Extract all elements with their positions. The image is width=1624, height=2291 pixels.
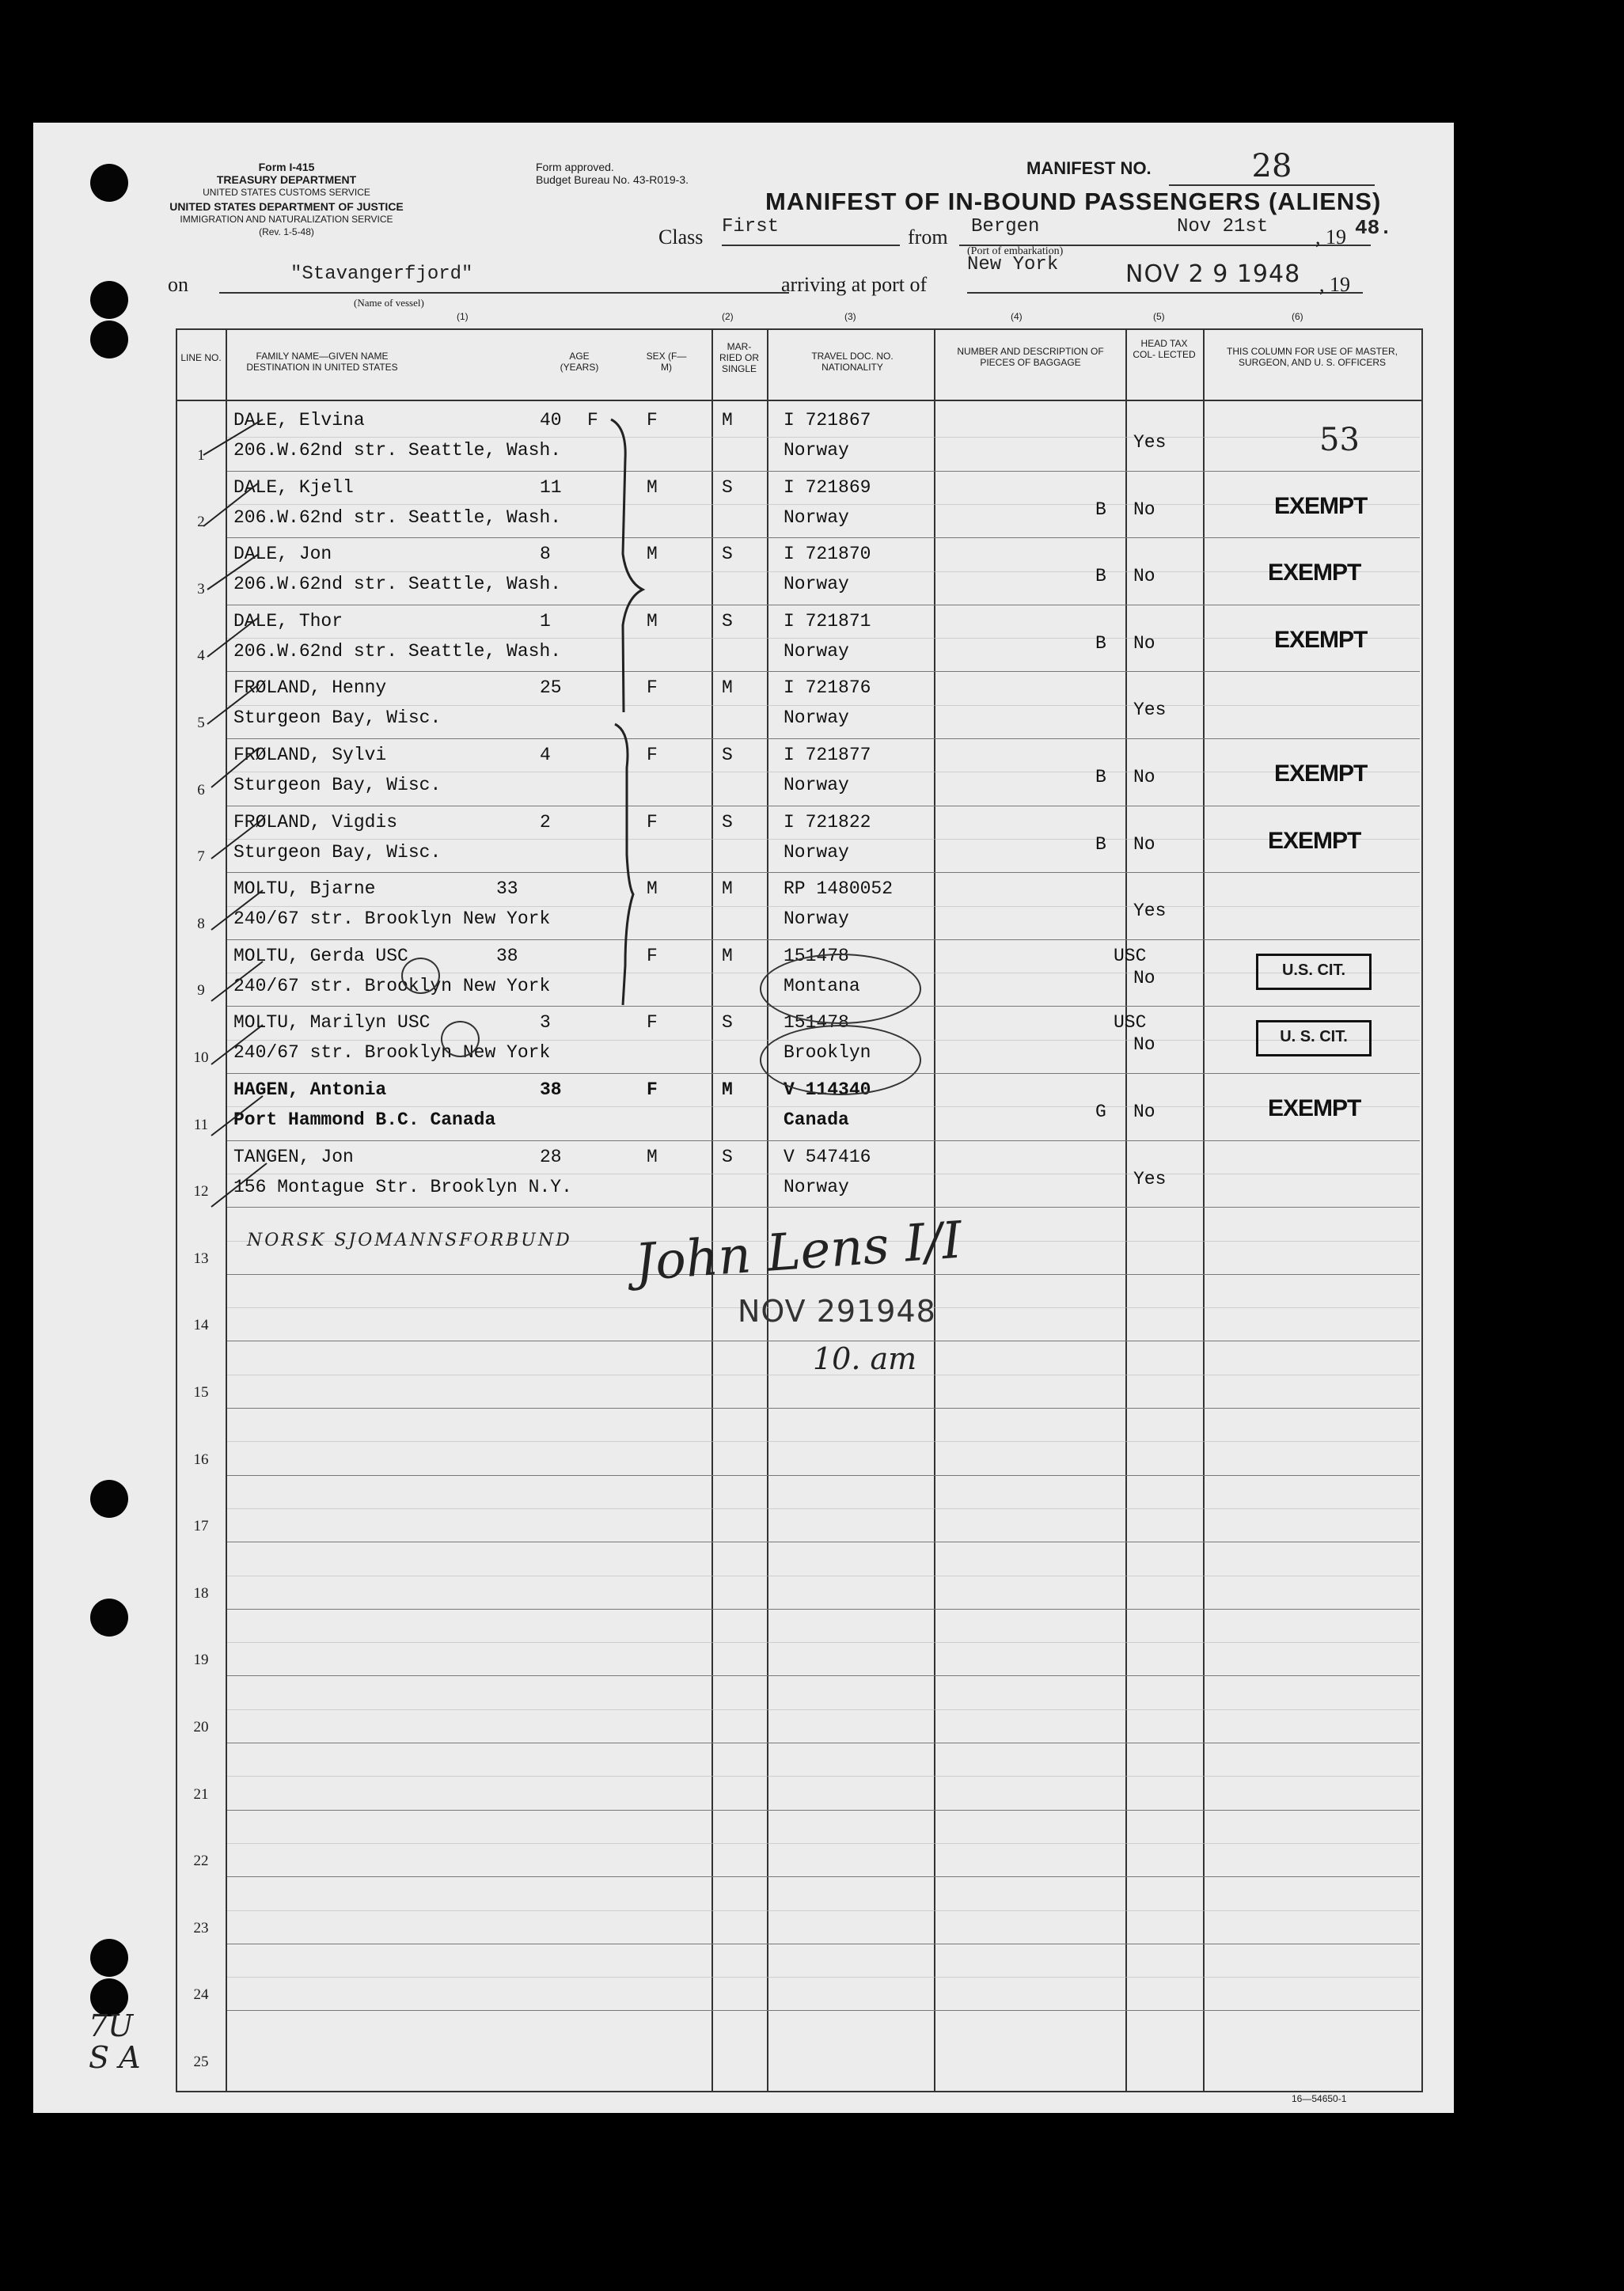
departure-date: Nov 21st [1177, 216, 1269, 237]
customs-service: UNITED STATES CUSTOMS SERVICE [203, 187, 370, 198]
row-ruling [227, 839, 1420, 840]
passenger-nationality: Brooklyn [784, 1042, 871, 1063]
passenger-marital-status: S [722, 544, 733, 564]
usc-circle [401, 958, 440, 994]
head-tax: Yes [1133, 700, 1167, 720]
line-number: 4 [197, 647, 205, 664]
head-tax: No [1133, 767, 1155, 787]
passenger-destination: 206.W.62nd str. Seattle, Wash. [233, 641, 562, 662]
travel-doc-number: 151478 [784, 1012, 849, 1033]
passenger-sex: F [647, 1012, 658, 1033]
from-label: from [908, 226, 948, 248]
passenger-destination: Port Hammond B.C. Canada [233, 1109, 496, 1130]
passenger-sex: F [647, 677, 658, 698]
on-label: on [168, 273, 188, 296]
head-tax: No [1133, 1034, 1155, 1055]
passenger-sex: F [647, 946, 658, 966]
passenger-destination: Sturgeon Bay, Wisc. [233, 842, 442, 863]
row-ruling [227, 1675, 1420, 1676]
doc-circle [760, 954, 921, 1024]
row-ruling [227, 1140, 1420, 1141]
line-number: 19 [193, 1652, 209, 1668]
travel-doc-number: I 721877 [784, 745, 871, 765]
passenger-sex: M [647, 544, 658, 564]
passenger-age: 1 [540, 611, 551, 632]
line-number: 8 [197, 916, 205, 932]
passenger-marital-status: S [722, 1012, 733, 1033]
row-ruling [227, 437, 1420, 438]
head-tax: No [1133, 834, 1155, 855]
arrival-year-label: , 19 [1319, 273, 1350, 296]
line-number: 23 [193, 1920, 209, 1936]
line-number: 14 [193, 1317, 209, 1333]
passenger-sex: M [647, 477, 658, 498]
col-married: MAR- RIED OR SINGLE [719, 341, 759, 374]
exempt-stamp: EXEMPT [1274, 493, 1368, 519]
passenger-sex: M [647, 1147, 658, 1167]
passenger-destination: 206.W.62nd str. Seattle, Wash. [233, 440, 562, 461]
passenger-marital-status: S [722, 812, 733, 833]
passenger-name: DALE, Elvina [233, 410, 365, 431]
passenger-age: 25 [540, 677, 562, 698]
passenger-name: DALE, Thor [233, 611, 343, 632]
passenger-sex: F [647, 410, 658, 431]
passenger-sex: F [647, 745, 658, 765]
justice-dept: UNITED STATES DEPARTMENT OF JUSTICE [169, 200, 404, 213]
punch-hole [90, 281, 128, 319]
row-ruling [227, 1776, 1420, 1777]
margin-note: 7US A [89, 2008, 141, 2075]
row-ruling [227, 738, 1420, 739]
row-ruling [227, 638, 1420, 639]
passenger-marital-status: M [722, 677, 733, 698]
punch-hole [90, 164, 128, 202]
row-ruling [227, 571, 1420, 572]
passenger-age: 4 [540, 745, 551, 765]
family-brackets [508, 412, 651, 1013]
punch-hole [90, 1480, 128, 1518]
passenger-age: 28 [540, 1147, 562, 1167]
line-number: 11 [193, 1117, 209, 1133]
col-num-1: (1) [457, 311, 469, 322]
port-embarkation-field [959, 216, 1371, 246]
col-head-tax: HEAD TAX COL- LECTED [1133, 338, 1196, 360]
header-divider [176, 400, 1421, 401]
col-travel-doc: TRAVEL DOC. NO. NATIONALITY [811, 351, 894, 373]
exempt-stamp: EXEMPT [1274, 627, 1368, 653]
exempt-stamp: EXEMPT [1268, 828, 1361, 854]
inspector-signature: John Lens I/I [632, 1211, 964, 1293]
line-number: 2 [197, 514, 205, 530]
footer-code: 16—54650-1 [1292, 2093, 1347, 2104]
line-number: 24 [193, 1986, 209, 2003]
passenger-sex: M [647, 878, 658, 899]
passenger-nationality: Norway [784, 707, 849, 728]
baggage-mark: B [1095, 767, 1106, 787]
baggage-mark: B [1095, 633, 1106, 654]
passenger-sex: M [647, 611, 658, 632]
line-number: 3 [197, 581, 205, 597]
head-tax: No [1133, 968, 1155, 988]
form-revision: (Rev. 1-5-48) [259, 226, 314, 237]
baggage-mark: B [1095, 499, 1106, 520]
exempt-stamp: EXEMPT [1274, 761, 1368, 787]
passenger-nationality: Norway [784, 1177, 849, 1197]
form-header-left [168, 161, 405, 238]
row-ruling [227, 1810, 1420, 1811]
passenger-name: FRØLAND, Henny [233, 677, 387, 698]
travel-doc-number: I 721867 [784, 410, 871, 431]
passenger-destination: 240/67 str. Brooklyn New York [233, 908, 551, 929]
passenger-name: FRØLAND, Vigdis [233, 812, 398, 833]
travel-doc-number: V 114340 [784, 1079, 871, 1100]
travel-doc-number: I 721869 [784, 477, 871, 498]
passenger-age: 11 [540, 477, 562, 498]
budget-bureau: Budget Bureau No. 43-R019-3. [536, 173, 689, 186]
passenger-name: DALE, Kjell [233, 477, 354, 498]
exempt-stamp: EXEMPT [1268, 559, 1361, 586]
passenger-nationality: Norway [784, 507, 849, 528]
punch-hole [90, 321, 128, 358]
passenger-destination: 206.W.62nd str. Seattle, Wash. [233, 574, 562, 594]
passenger-age: 38 [496, 946, 518, 966]
line-number: 22 [193, 1853, 209, 1869]
travel-doc-number: I 721870 [784, 544, 871, 564]
baggage-mark: B [1095, 834, 1106, 855]
passenger-name: MOLTU, Gerda USC [233, 946, 408, 966]
head-tax: No [1133, 566, 1155, 586]
passenger-marital-status: S [722, 477, 733, 498]
line-number: 6 [197, 782, 205, 798]
head-tax: No [1133, 1102, 1155, 1122]
line-number: 7 [197, 848, 205, 865]
manifest-page [33, 123, 1454, 2113]
travel-doc-number: 151478 [784, 946, 849, 966]
year-label: , 19 [1315, 226, 1346, 248]
passenger-name: HAGEN, Antonia [233, 1079, 387, 1100]
col-num-4: (4) [1011, 311, 1023, 322]
col-num-5: (5) [1153, 311, 1165, 322]
row-ruling [227, 1876, 1420, 1877]
row-ruling [227, 1609, 1420, 1610]
passenger-marital-status: S [722, 1147, 733, 1167]
doc-circle [760, 1025, 921, 1095]
row-ruling [227, 504, 1420, 505]
passenger-nationality: Norway [784, 574, 849, 594]
passenger-marital-status: S [722, 745, 733, 765]
baggage-mark: G [1095, 1102, 1106, 1122]
line-number: 25 [193, 2054, 209, 2070]
form-approved: Form approved. [536, 161, 614, 173]
passenger-name: MOLTU, Bjarne [233, 878, 376, 899]
passenger-nationality: Norway [784, 641, 849, 662]
passenger-nationality: Canada [784, 1109, 849, 1130]
passenger-nationality: Norway [784, 775, 849, 795]
line-number: 5 [197, 715, 205, 731]
officer-note: 53 [1319, 422, 1360, 458]
row-ruling [227, 1642, 1420, 1643]
passenger-nationality: Norway [784, 908, 849, 929]
passenger-destination: Sturgeon Bay, Wisc. [233, 775, 442, 795]
passenger-name: DALE, Jon [233, 544, 332, 564]
row-ruling [227, 939, 1420, 940]
passenger-nationality: Montana [784, 976, 860, 996]
manifest-label: MANIFEST NO. [1026, 158, 1152, 178]
manifest-number: 28 [1169, 148, 1375, 186]
travel-doc-number: V 547416 [784, 1147, 871, 1167]
vessel-caption: (Name of vessel) [354, 297, 424, 309]
baggage-mark: USC [1114, 1012, 1147, 1033]
line-number: 18 [193, 1585, 209, 1602]
passenger-marital-status: M [722, 410, 733, 431]
line-number: 17 [193, 1518, 209, 1534]
row-ruling [227, 1441, 1420, 1442]
passenger-marital-status: S [722, 611, 733, 632]
travel-doc-number: I 721871 [784, 611, 871, 632]
passenger-sex: F [647, 812, 658, 833]
form-number: Form I-415 [258, 161, 315, 173]
head-tax: Yes [1133, 901, 1167, 921]
passenger-destination: 206.W.62nd str. Seattle, Wash. [233, 507, 562, 528]
baggage-mark: B [1095, 566, 1106, 586]
passenger-destination: 156 Montague Str. Brooklyn N.Y. [233, 1177, 572, 1197]
travel-doc-number: RP 1480052 [784, 878, 894, 899]
arriving-label: arriving at port of [781, 273, 928, 296]
row-ruling [227, 1977, 1420, 1978]
row-ruling [227, 1709, 1420, 1710]
line-number: 1 [197, 447, 205, 464]
exempt-stamp: EXEMPT [1268, 1095, 1361, 1121]
line-number: 21 [193, 1786, 209, 1803]
immigration-service: IMMIGRATION AND NATURALIZATION SERVICE [180, 214, 393, 225]
travel-doc-number: I 721876 [784, 677, 871, 698]
head-tax: No [1133, 499, 1155, 520]
punch-hole [90, 1599, 128, 1637]
line-number: 16 [193, 1451, 209, 1468]
passenger-age: 2 [540, 812, 551, 833]
punch-hole [90, 1939, 128, 1977]
row-ruling [227, 471, 1420, 472]
vessel-name: "Stavangerfjord" [290, 264, 473, 285]
arrival-port: New York [967, 254, 1059, 275]
arrival-field [967, 254, 1363, 294]
passenger-age: 40 [540, 410, 562, 431]
margin-ticks [188, 415, 314, 1310]
col-officers: THIS COLUMN FOR USE OF MASTER, SURGEON, AND U. S. OFFICERS [1226, 346, 1398, 368]
form-approval [536, 161, 689, 186]
row-ruling [227, 906, 1420, 907]
passenger-marital-status: M [722, 1079, 733, 1100]
passenger-marital-status: M [722, 878, 733, 899]
vessel-field [219, 264, 789, 294]
port-embarkation-caption: (Port of embarkation) [967, 245, 1064, 257]
passenger-age: 38 [540, 1079, 562, 1100]
col-sex: SEX (F—M) [646, 351, 687, 373]
col-num-3: (3) [844, 311, 856, 322]
class-label: Class [658, 226, 704, 248]
arrival-date-stamp: NOV 2 9 1948 [1125, 260, 1301, 288]
line-number: 10 [193, 1049, 209, 1066]
treasury-dept: TREASURY DEPARTMENT [216, 173, 357, 186]
passenger-name: TANGEN, Jon [233, 1147, 354, 1167]
passenger-name: MOLTU, Marilyn USC [233, 1012, 431, 1033]
row-ruling [227, 1207, 1420, 1208]
row-ruling [227, 671, 1420, 672]
inspection-time: 10. am [813, 1341, 917, 1376]
passenger-destination: Sturgeon Bay, Wisc. [233, 707, 442, 728]
baggage-mark: USC [1114, 946, 1147, 966]
row-ruling [227, 1408, 1420, 1409]
passenger-sex-mark: F [587, 410, 598, 431]
row-ruling [227, 1843, 1420, 1844]
line-number: 12 [193, 1183, 209, 1200]
col-age: AGE (YEARS) [560, 351, 599, 373]
col-baggage: NUMBER AND DESCRIPTION OF PIECES OF BAGGAGE [957, 346, 1104, 368]
passenger-age: 33 [496, 878, 518, 899]
class-value: First [722, 216, 900, 246]
col-num-2: (2) [722, 311, 734, 322]
row-ruling [227, 537, 1420, 538]
row-ruling [227, 1475, 1420, 1476]
inspection-date-stamp: NOV 291948 [738, 1294, 936, 1329]
line-number: 20 [193, 1719, 209, 1735]
line-number: 15 [193, 1384, 209, 1401]
year-value: 48. [1355, 216, 1392, 240]
passenger-marital-status: M [722, 946, 733, 966]
col-line-no: LINE NO. [180, 352, 222, 363]
passenger-nationality: Norway [784, 842, 849, 863]
line-number: 13 [193, 1250, 209, 1267]
us-citizen-stamp: U. S. CIT. [1256, 1020, 1372, 1056]
row-ruling [227, 1910, 1420, 1911]
head-tax: Yes [1133, 432, 1167, 453]
norsk-annotation: NORSK SJOMANNSFORBUND [247, 1231, 572, 1250]
page-title: MANIFEST OF IN-BOUND PASSENGERS (ALIENS) [765, 188, 1382, 215]
row-ruling [227, 1508, 1420, 1509]
passenger-age: 3 [540, 1012, 551, 1033]
col-name: FAMILY NAME—GIVEN NAME DESTINATION IN UNITED STATES [246, 351, 398, 373]
row-ruling [227, 1106, 1420, 1107]
head-tax: No [1133, 633, 1155, 654]
head-tax: Yes [1133, 1169, 1167, 1189]
passenger-age: 8 [540, 544, 551, 564]
us-citizen-stamp: U.S. CIT. [1256, 954, 1372, 990]
passenger-nationality: Norway [784, 440, 849, 461]
col-num-6: (6) [1292, 311, 1303, 322]
row-ruling [227, 705, 1420, 706]
line-number: 9 [197, 982, 205, 999]
row-ruling [227, 872, 1420, 873]
passenger-name: FRØLAND, Sylvi [233, 745, 387, 765]
passenger-destination: 240/67 str. Brooklyn New York [233, 1042, 551, 1063]
travel-doc-number: I 721822 [784, 812, 871, 833]
passenger-sex: F [647, 1079, 658, 1100]
usc-circle [441, 1021, 480, 1057]
from-value: Bergen [971, 216, 1040, 237]
row-ruling [227, 2010, 1420, 2011]
passenger-destination: 240/67 str. Brooklyn New York [233, 976, 551, 996]
